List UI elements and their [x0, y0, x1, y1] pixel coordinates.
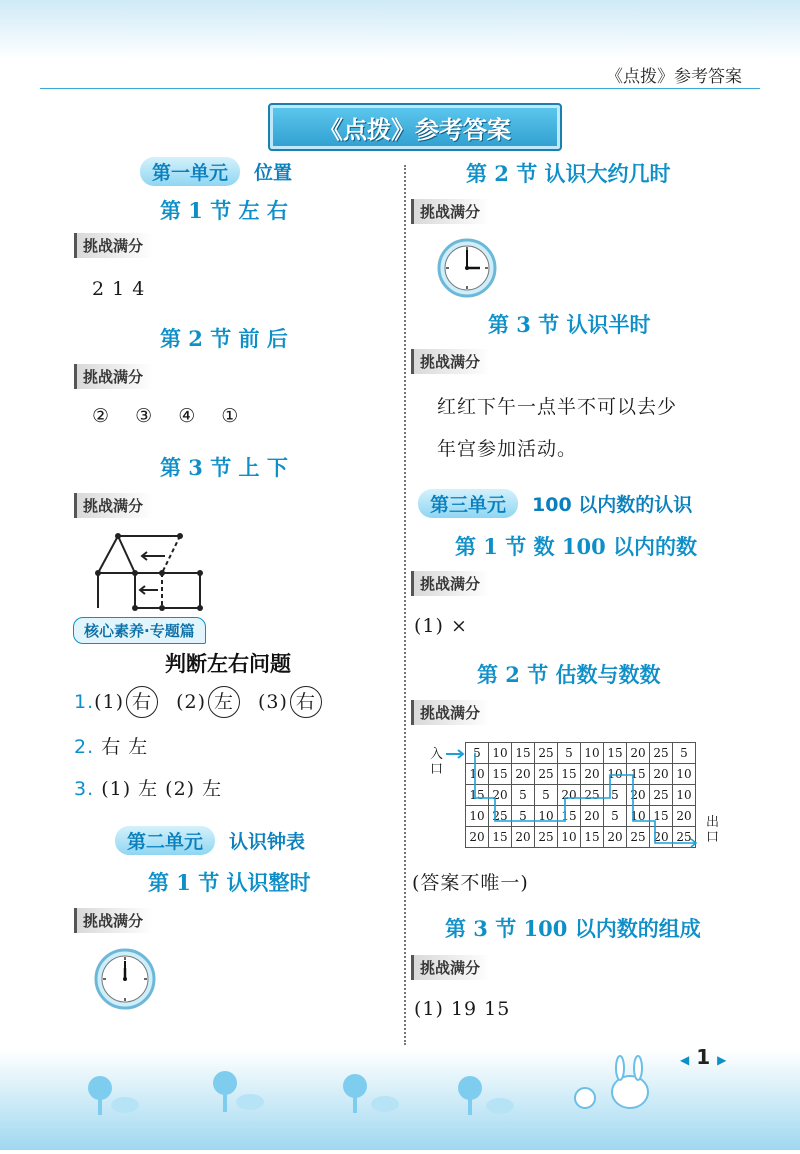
section-title: 第 3 节 上 下	[160, 455, 288, 480]
grid-cell: 20	[673, 806, 696, 827]
question-1	[74, 686, 324, 718]
question-3	[74, 774, 222, 801]
challenge-tag: 挑战满分	[74, 364, 153, 389]
page-number	[680, 1045, 726, 1069]
question-part: (3)	[257, 691, 288, 713]
unit-name: 位置	[254, 161, 293, 184]
grid-cell: 25	[535, 827, 558, 848]
section-title: 第 2 节 认识大约几时	[466, 161, 671, 186]
grid-cell: 15	[558, 764, 581, 785]
grid-cell: 20	[512, 827, 535, 848]
grid-cell: 15	[558, 806, 581, 827]
grid-cell: 20	[604, 827, 627, 848]
grid-cell: 10	[604, 764, 627, 785]
challenge-tag: 挑战满分	[74, 493, 153, 518]
question-number: 3.	[74, 778, 95, 800]
grid-cell: 5	[558, 743, 581, 764]
answer-item: ①	[221, 405, 249, 427]
grid-cell: 15	[489, 827, 512, 848]
grid-cell: 5	[604, 806, 627, 827]
prev-arrow-icon: ◀	[680, 1053, 690, 1067]
question-part: (2)	[176, 691, 206, 713]
grid-cell: 20	[489, 785, 512, 806]
circled-answer: 右	[126, 686, 158, 718]
grid-cell: 5	[512, 785, 535, 806]
section-title: 第 1 节 认识整时	[148, 870, 311, 895]
challenge-tag: 挑战满分	[74, 233, 153, 258]
challenge-tag: 挑战满分	[411, 571, 490, 596]
maze-path-overlay	[465, 742, 705, 857]
circled-answer: 右	[290, 686, 322, 718]
grid-cell: 20	[650, 764, 673, 785]
grid-cell: 10	[466, 806, 489, 827]
challenge-tag: 挑战满分	[411, 349, 490, 374]
next-arrow-icon: ▶	[717, 1053, 727, 1067]
grid-cell: 10	[466, 764, 489, 785]
grid-cell: 15	[512, 743, 535, 764]
grid-cell: 5	[535, 785, 558, 806]
unit-heading-3	[418, 488, 692, 518]
unit-badge: 第一单元	[140, 157, 240, 186]
answer-item: ②	[92, 405, 120, 427]
question-answer: 右 左	[101, 736, 149, 758]
grid-cell: 25	[581, 785, 604, 806]
grid-cell: 15	[489, 764, 512, 785]
grid-cell: 25	[673, 827, 696, 848]
circled-answer: 左	[208, 686, 240, 718]
unit-name: 100 以内数的认识	[532, 493, 693, 516]
unit-heading-1	[140, 156, 292, 186]
grid-cell: 5	[673, 743, 696, 764]
challenge-tag: 挑战满分	[411, 700, 490, 725]
question-number: 2.	[74, 736, 95, 758]
matchstick-house-figure	[90, 528, 220, 613]
grid-cell: 15	[466, 785, 489, 806]
grid-cell: 5	[466, 743, 489, 764]
section-title: 第 2 节 前 后	[160, 326, 288, 351]
column-divider	[404, 165, 406, 1045]
unit-name: 认识钟表	[229, 830, 306, 853]
page-number-value: 1	[696, 1045, 711, 1069]
entry-label: 入口	[430, 747, 444, 777]
grid-cell: 20	[627, 743, 650, 764]
grid-cell: 20	[581, 806, 604, 827]
answer-item: ④	[178, 405, 206, 427]
entry-arrow-icon	[446, 748, 466, 760]
section-title: 第 3 节 100 以内数的组成	[445, 916, 701, 941]
unit-badge: 第二单元	[115, 826, 215, 855]
grid-cell: 20	[581, 764, 604, 785]
answer-text: 2 1 4	[92, 278, 146, 300]
question-2	[74, 732, 148, 759]
question-number: 1.	[74, 691, 95, 713]
question-part: (1)	[94, 691, 125, 713]
grid-cell: 5	[604, 785, 627, 806]
answer-list	[92, 405, 248, 427]
answer-item: ③	[135, 405, 163, 427]
header-title: 《点拨》参考答案	[606, 67, 742, 87]
grid-cell: 15	[650, 806, 673, 827]
page-banner: 《点拨》参考答案	[268, 103, 562, 151]
answer-line: 年宫参加活动。	[437, 438, 578, 460]
answer-text: (1) ×	[414, 615, 468, 637]
answer-note: (答案不唯一)	[412, 872, 529, 894]
core-literacy-tag: 核心素养·专题篇	[73, 617, 206, 644]
grid-cell: 20	[650, 827, 673, 848]
top-sky-band	[0, 0, 800, 60]
grid-cell: 20	[627, 785, 650, 806]
grid-cell: 5	[512, 806, 535, 827]
grid-cell: 25	[650, 785, 673, 806]
challenge-tag: 挑战满分	[74, 908, 153, 933]
answer-line: 红红下午一点半不可以去少	[437, 396, 678, 418]
rabbit-decoration	[575, 1056, 648, 1108]
question-answer: (1) 左 (2) 左	[101, 778, 223, 800]
grid-cell: 25	[535, 743, 558, 764]
grid-cell: 10	[535, 806, 558, 827]
topic-title: 判断左右问题	[165, 651, 291, 676]
section-title: 第 3 节 认识半时	[488, 312, 651, 337]
section-title: 第 2 节 估数与数数	[477, 662, 661, 687]
section-title: 第 1 节 数 100 以内的数	[455, 534, 698, 559]
grid-cell: 10	[673, 785, 696, 806]
grid-cell: 20	[558, 785, 581, 806]
grid-cell: 10	[558, 827, 581, 848]
unit-badge: 第三单元	[418, 489, 518, 518]
grid-cell: 20	[466, 827, 489, 848]
clock-three-icon	[437, 238, 497, 298]
section-title: 第 1 节 左 右	[160, 198, 288, 223]
challenge-tag: 挑战满分	[411, 199, 490, 224]
grid-cell: 15	[604, 743, 627, 764]
grid-cell: 15	[627, 764, 650, 785]
header-rule	[40, 88, 760, 89]
grid-cell: 25	[535, 764, 558, 785]
clock-twelve-icon	[94, 948, 156, 1010]
grid-cell: 10	[581, 743, 604, 764]
unit-heading-2	[115, 825, 305, 855]
grid-cell: 25	[650, 743, 673, 764]
exit-label: 出口	[706, 815, 720, 845]
challenge-tag: 挑战满分	[411, 955, 490, 980]
grid-cell: 25	[627, 827, 650, 848]
grid-cell: 10	[489, 743, 512, 764]
grid-cell: 25	[489, 806, 512, 827]
answer-text: (1) 19 15	[414, 998, 511, 1020]
grid-cell: 20	[512, 764, 535, 785]
grid-cell: 10	[673, 764, 696, 785]
grid-cell: 15	[581, 827, 604, 848]
grid-cell: 10	[627, 806, 650, 827]
